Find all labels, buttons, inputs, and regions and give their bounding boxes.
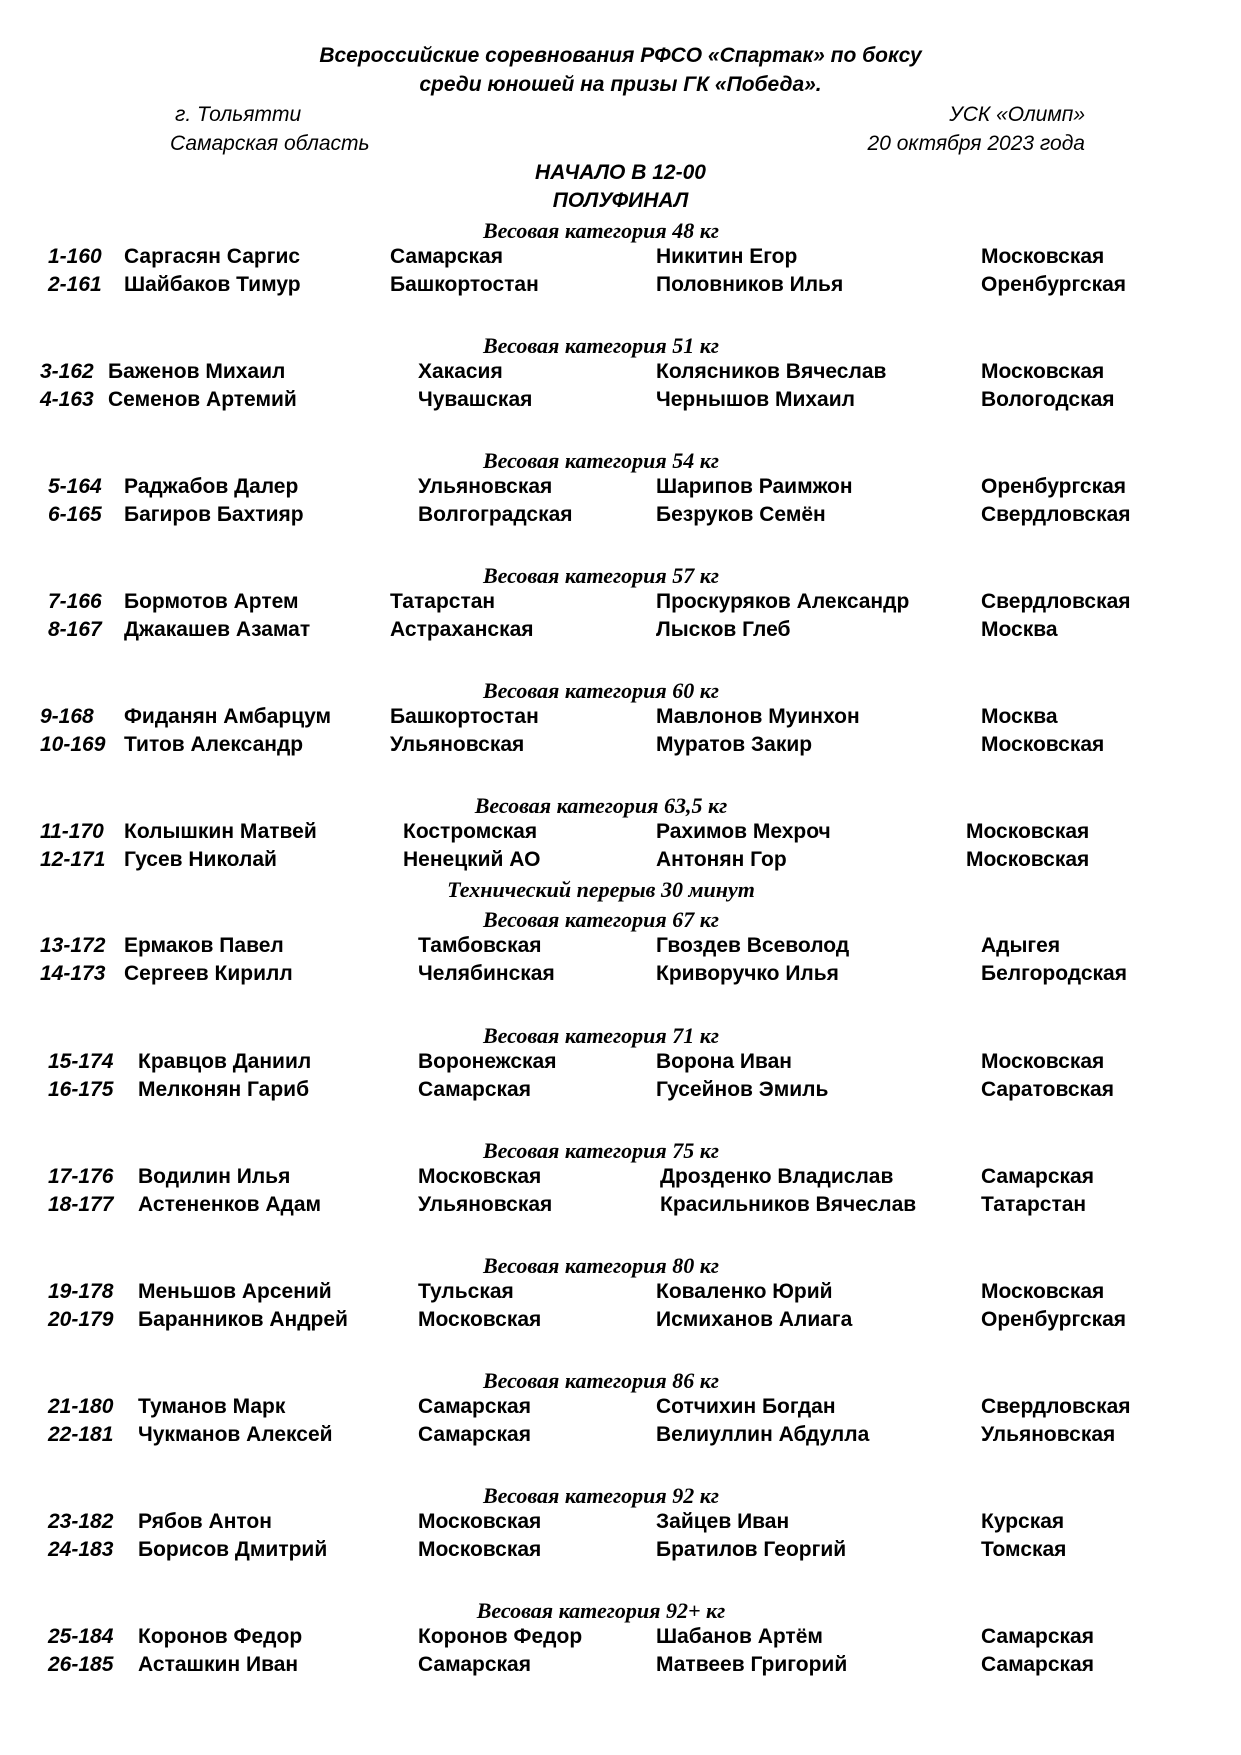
blue-corner-boxer: Велиуллин Абдулла	[656, 1423, 870, 1446]
blue-corner-boxer: Никитин Егор	[656, 245, 798, 268]
red-corner-region: Ненецкий АО	[403, 848, 541, 871]
blue-corner-boxer: Муратов Закир	[656, 733, 813, 756]
red-corner-region: Самарская	[418, 1395, 531, 1418]
red-corner-region: Московская	[418, 1538, 542, 1561]
blue-corner-boxer: Криворучко Илья	[656, 962, 839, 985]
blue-corner-boxer: Шабанов Артём	[656, 1625, 823, 1648]
blue-corner-region: Оренбургская	[981, 475, 1127, 498]
red-corner-region: Челябинская	[418, 962, 555, 985]
start-time: НАЧАЛО В 12-00	[535, 161, 706, 184]
event-date: 20 октября 2023 года	[867, 132, 1085, 155]
bout-number: 24-183	[48, 1538, 114, 1561]
blue-corner-boxer: Зайцев Иван	[656, 1510, 790, 1533]
blue-corner-boxer: Исмиханов Алиага	[656, 1308, 853, 1331]
weight-category-heading: Весовая категория 86 кг	[482, 1368, 720, 1393]
blue-corner-region: Белгородская	[981, 962, 1127, 985]
red-corner-region: Самарская	[418, 1653, 531, 1676]
blue-corner-boxer: Гусейнов Эмиль	[656, 1078, 829, 1101]
bout-number: 12-171	[40, 848, 106, 871]
weight-category-heading: Весовая категория 75 кг	[482, 1138, 720, 1163]
bout-number: 15-174	[48, 1050, 114, 1073]
blue-corner-boxer: Колясников Вячеслав	[656, 360, 887, 383]
blue-corner-region: Вологодская	[981, 388, 1115, 411]
blue-corner-region: Московская	[981, 1050, 1105, 1073]
blue-corner-boxer: Половников Илья	[656, 273, 844, 296]
red-corner-region: Башкортостан	[390, 705, 539, 728]
blue-corner-region: Курская	[981, 1510, 1065, 1533]
bout-number: 26-185	[48, 1653, 114, 1676]
bout-number: 21-180	[48, 1395, 114, 1418]
weight-category-heading: Весовая категория 48 кг	[482, 218, 720, 243]
blue-corner-region: Самарская	[981, 1165, 1094, 1188]
red-corner-boxer: Кравцов Даниил	[138, 1050, 312, 1073]
bout-number: 23-182	[48, 1510, 114, 1533]
blue-corner-region: Татарстан	[981, 1193, 1087, 1216]
red-corner-region: Московская	[418, 1165, 542, 1188]
blue-corner-region: Ульяновская	[981, 1423, 1116, 1446]
bout-number: 3-162	[40, 360, 94, 383]
red-corner-boxer: Титов Александр	[124, 733, 304, 756]
blue-corner-region: Московская	[981, 360, 1105, 383]
red-corner-region: Тамбовская	[418, 934, 542, 957]
red-corner-region: Волгоградская	[418, 503, 573, 526]
blue-corner-boxer: Безруков Семён	[656, 503, 826, 526]
red-corner-boxer: Баранников Андрей	[138, 1308, 348, 1331]
blue-corner-region: Московская	[966, 848, 1090, 871]
red-corner-boxer: Шайбаков Тимур	[124, 273, 301, 296]
red-corner-boxer: Гусев Николай	[124, 848, 277, 871]
bout-number: 4-163	[40, 388, 94, 411]
weight-category-heading: Весовая категория 54 кг	[482, 448, 720, 473]
blue-corner-region: Свердловская	[981, 590, 1131, 613]
weight-category-heading: Весовая категория 80 кг	[482, 1253, 720, 1278]
red-corner-region: Тульская	[418, 1280, 514, 1303]
red-corner-boxer: Борисов Дмитрий	[138, 1538, 328, 1561]
red-corner-region: Башкортостан	[390, 273, 539, 296]
weight-category-heading: Весовая категория 57 кг	[482, 563, 720, 588]
bout-number: 5-164	[48, 475, 102, 498]
bout-number: 13-172	[40, 934, 106, 957]
blue-corner-boxer: Коваленко Юрий	[656, 1280, 833, 1303]
bout-number: 7-166	[48, 590, 102, 613]
stage-title: ПОЛУФИНАЛ	[552, 189, 689, 212]
blue-corner-region: Томская	[981, 1538, 1067, 1561]
red-corner-region: Самарская	[390, 245, 503, 268]
red-corner-region: Ульяновская	[390, 733, 525, 756]
weight-category-heading: Весовая категория 51 кг	[482, 333, 720, 358]
bout-number: 22-181	[48, 1423, 114, 1446]
bout-number: 16-175	[48, 1078, 114, 1101]
bout-number: 25-184	[48, 1625, 114, 1648]
red-corner-region: Коронов Федор	[418, 1625, 583, 1648]
red-corner-boxer: Меньшов Арсений	[138, 1280, 332, 1303]
red-corner-region: Астраханская	[390, 618, 534, 641]
title-line-2: среди юношей на призы ГК «Победа».	[419, 73, 822, 96]
red-corner-boxer: Семенов Артемий	[108, 388, 297, 411]
blue-corner-region: Московская	[981, 733, 1105, 756]
bout-number: 18-177	[48, 1193, 114, 1216]
weight-category-heading: Весовая категория 92 кг	[482, 1483, 720, 1508]
red-corner-boxer: Баженов Михаил	[108, 360, 286, 383]
red-corner-boxer: Раджабов Далер	[124, 475, 299, 498]
red-corner-boxer: Бормотов Артем	[124, 590, 299, 613]
red-corner-boxer: Астененков Адам	[138, 1193, 322, 1216]
red-corner-boxer: Асташкин Иван	[138, 1653, 299, 1676]
weight-category-heading: Весовая категория 67 кг	[482, 907, 720, 932]
red-corner-boxer: Саргасян Саргис	[124, 245, 301, 268]
red-corner-boxer: Чукманов Алексей	[138, 1423, 333, 1446]
bout-number: 2-161	[48, 273, 102, 296]
red-corner-boxer: Сергеев Кирилл	[124, 962, 293, 985]
blue-corner-boxer: Лысков Глеб	[656, 618, 791, 641]
blue-corner-boxer: Мавлонов Муинхон	[656, 705, 860, 728]
blue-corner-boxer: Матвеев Григорий	[656, 1653, 848, 1676]
red-corner-boxer: Туманов Марк	[138, 1395, 286, 1418]
blue-corner-boxer: Ворона Иван	[656, 1050, 792, 1073]
red-corner-region: Татарстан	[390, 590, 496, 613]
red-corner-region: Воронежская	[418, 1050, 557, 1073]
blue-corner-region: Москва	[981, 618, 1058, 641]
weight-category-heading: Весовая категория 71 кг	[482, 1023, 720, 1048]
red-corner-boxer: Мелконян Гариб	[138, 1078, 310, 1101]
blue-corner-region: Свердловская	[981, 503, 1131, 526]
blue-corner-region: Самарская	[981, 1625, 1094, 1648]
blue-corner-region: Оренбургская	[981, 273, 1127, 296]
red-corner-region: Хакасия	[418, 360, 503, 383]
bout-number: 10-169	[40, 733, 106, 756]
blue-corner-region: Самарская	[981, 1653, 1094, 1676]
city: г. Тольятти	[175, 103, 302, 126]
red-corner-boxer: Фиданян Амбарцум	[124, 705, 332, 728]
red-corner-boxer: Колышкин Матвей	[124, 820, 317, 843]
weight-category-heading: Весовая категория 92+ кг	[476, 1598, 726, 1623]
blue-corner-boxer: Сотчихин Богдан	[656, 1395, 836, 1418]
red-corner-region: Московская	[418, 1308, 542, 1331]
bout-number: 8-167	[48, 618, 102, 641]
weight-category-heading: Весовая категория 63,5 кг	[474, 793, 728, 818]
blue-corner-boxer: Проскуряков Александр	[656, 590, 910, 613]
blue-corner-region: Московская	[981, 1280, 1105, 1303]
venue: УСК «Олимп»	[949, 103, 1085, 126]
blue-corner-region: Саратовская	[981, 1078, 1114, 1101]
red-corner-region: Чувашская	[418, 388, 533, 411]
bout-number: 1-160	[48, 245, 102, 268]
red-corner-boxer: Водилин Илья	[138, 1165, 291, 1188]
blue-corner-boxer: Гвоздев Всеволод	[656, 934, 850, 957]
bout-number: 20-179	[48, 1308, 114, 1331]
red-corner-boxer: Багиров Бахтияр	[124, 503, 304, 526]
bout-number: 9-168	[40, 705, 94, 728]
red-corner-region: Ульяновская	[418, 1193, 553, 1216]
region: Самарская область	[170, 132, 370, 155]
red-corner-region: Костромская	[403, 820, 538, 843]
blue-corner-boxer: Шарипов Раимжон	[656, 475, 853, 498]
blue-corner-region: Свердловская	[981, 1395, 1131, 1418]
bout-number: 11-170	[40, 820, 104, 843]
red-corner-region: Самарская	[418, 1423, 531, 1446]
red-corner-region: Ульяновская	[418, 475, 553, 498]
blue-corner-boxer: Братилов Георгий	[656, 1538, 847, 1561]
blue-corner-region: Москва	[981, 705, 1058, 728]
break-note: Технический перерыв 30 минут	[447, 877, 755, 902]
blue-corner-region: Московская	[981, 245, 1105, 268]
blue-corner-region: Оренбургская	[981, 1308, 1127, 1331]
red-corner-boxer: Джакашев Азамат	[124, 618, 311, 641]
red-corner-boxer: Рябов Антон	[138, 1510, 272, 1533]
blue-corner-boxer: Рахимов Мехроч	[656, 820, 831, 843]
bout-number: 19-178	[48, 1280, 114, 1303]
red-corner-boxer: Ермаков Павел	[124, 934, 284, 957]
title-line-1: Всероссийские соревнования РФСО «Спартак» по боксу	[319, 44, 922, 67]
red-corner-region: Самарская	[418, 1078, 531, 1101]
blue-corner-region: Московская	[966, 820, 1090, 843]
blue-corner-boxer: Красильников Вячеслав	[660, 1193, 917, 1216]
red-corner-boxer: Коронов Федор	[138, 1625, 303, 1648]
bout-number: 14-173	[40, 962, 106, 985]
blue-corner-boxer: Дрозденко Владислав	[660, 1165, 894, 1188]
bout-number: 6-165	[48, 503, 102, 526]
bout-number: 17-176	[48, 1165, 114, 1188]
red-corner-region: Московская	[418, 1510, 542, 1533]
blue-corner-region: Адыгея	[981, 934, 1061, 957]
weight-category-heading: Весовая категория 60 кг	[482, 678, 720, 703]
blue-corner-boxer: Чернышов Михаил	[656, 388, 855, 411]
blue-corner-boxer: Антонян Гор	[656, 848, 787, 871]
